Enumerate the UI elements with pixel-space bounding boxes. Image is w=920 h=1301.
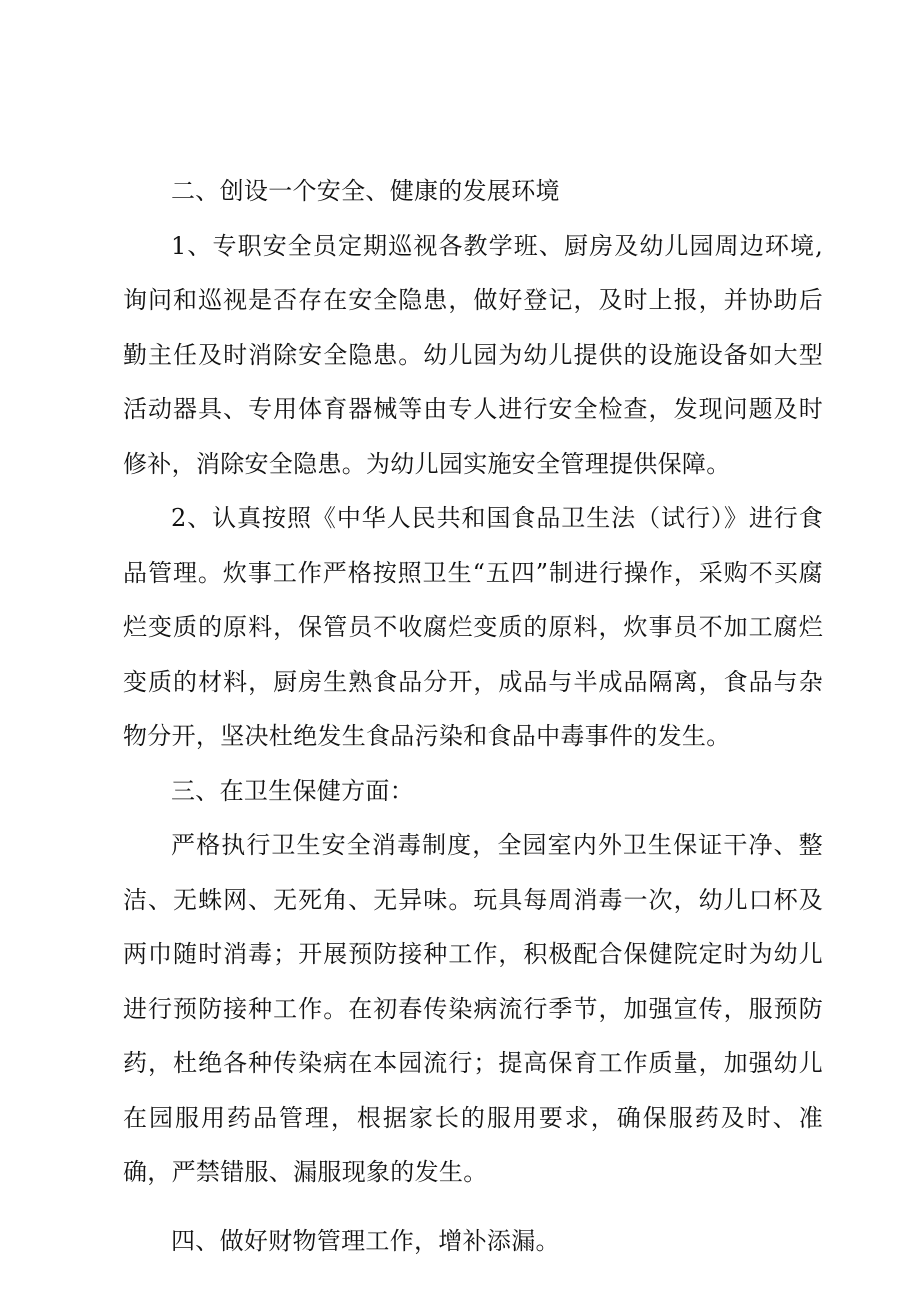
section-heading-2: 二、创设一个安全、健康的发展环境 — [171, 177, 560, 205]
paragraph-hygiene: 严格执行卫生安全消毒制度，全园室内外卫生保证干净、整洁、无蛛网、无死角、无异味。玩具每周消毒一次，幼儿口杯及两巾随时消毒；开展预防接种工作，积极配合保健院定时为幼儿进行预防接种工作。在初春传染病流行季节，加强宣传，服预防药，杜绝各种传染病在本园流行；提高保育工作质量，加强幼儿在园服用药品管理，根据家长的服用要求，确保服药及时、准确，严禁错服、漏服现象的发生。 — [123, 831, 823, 1186]
paragraph-food-law: 2、认真按照《中华人民共和国食品卫生法（试行）》进行食品管理。炊事工作严格按照卫生“五四”制进行操作，采购不买腐烂变质的原料，保管员不收腐烂变质的原料，炊事员不加工腐烂变质的材料，厨房生熟食品分开，成品与半成品隔离，食品与杂物分开，坚决杜绝发生食品污染和食品中毒事件的发生。 — [123, 504, 823, 750]
section-heading-3: 三、在卫生保健方面： — [171, 776, 414, 805]
document-body — [123, 164, 823, 1268]
section-heading-4: 四、做好财物管理工作，增补添漏。 — [171, 1226, 560, 1255]
paragraph-safety-officer: 1、专职安全员定期巡视各教学班、厨房及幼儿园周边环境,询问和巡视是否存在安全隐患，做好登记，及时上报，并协助后勤主任及时消除安全隐患。幼儿园为幼儿提供的设施设备如大型活动器具、专用体育器械等由专人进行安全检查，发现问题及时修补，消除安全隐患。为幼儿园实施安全管理提供保障。 — [123, 231, 823, 478]
